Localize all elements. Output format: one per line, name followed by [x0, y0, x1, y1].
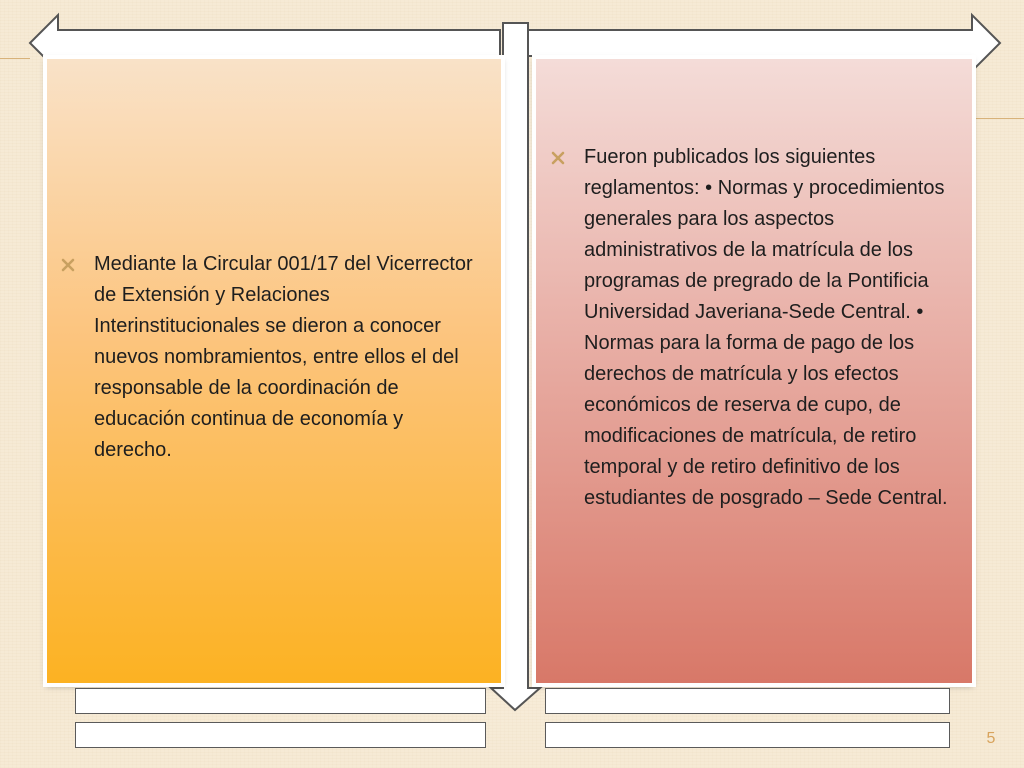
bottom-stub-right-1 — [545, 688, 950, 714]
right-bullet — [550, 142, 960, 514]
page-number: 5 — [986, 730, 996, 747]
x-mark-icon — [60, 257, 76, 273]
x-mark-icon — [550, 150, 566, 166]
left-bullet — [60, 249, 480, 466]
left-bullet-text: Mediante la Circular 001/17 del Vicerrector de Extensión y Relaciones Interinstitucionales se dieron a conocer nuevos nombramientos, entre ellos el del responsable de la coordinación de educación continua de economía y derecho. — [94, 253, 473, 461]
bottom-stub-right-2 — [545, 722, 950, 748]
bottom-stub-left-1 — [75, 688, 486, 714]
right-bullet-text: Fueron publicados los siguientes reglamentos: • Normas y procedimientos generales para los aspectos administrativos de la matrícula de los programas de pregrado de la Pontificia Universidad Javeriana-Sede Central. • Normas para la forma de pago de los derechos de matrícula y los efectos económicos de reserva de cupo, de modificaciones de matrícula, de retiro temporal y de retiro definitivo de los estudiantes de posgrado – Sede Central. — [584, 146, 948, 509]
bottom-stub-left-2 — [75, 722, 486, 748]
